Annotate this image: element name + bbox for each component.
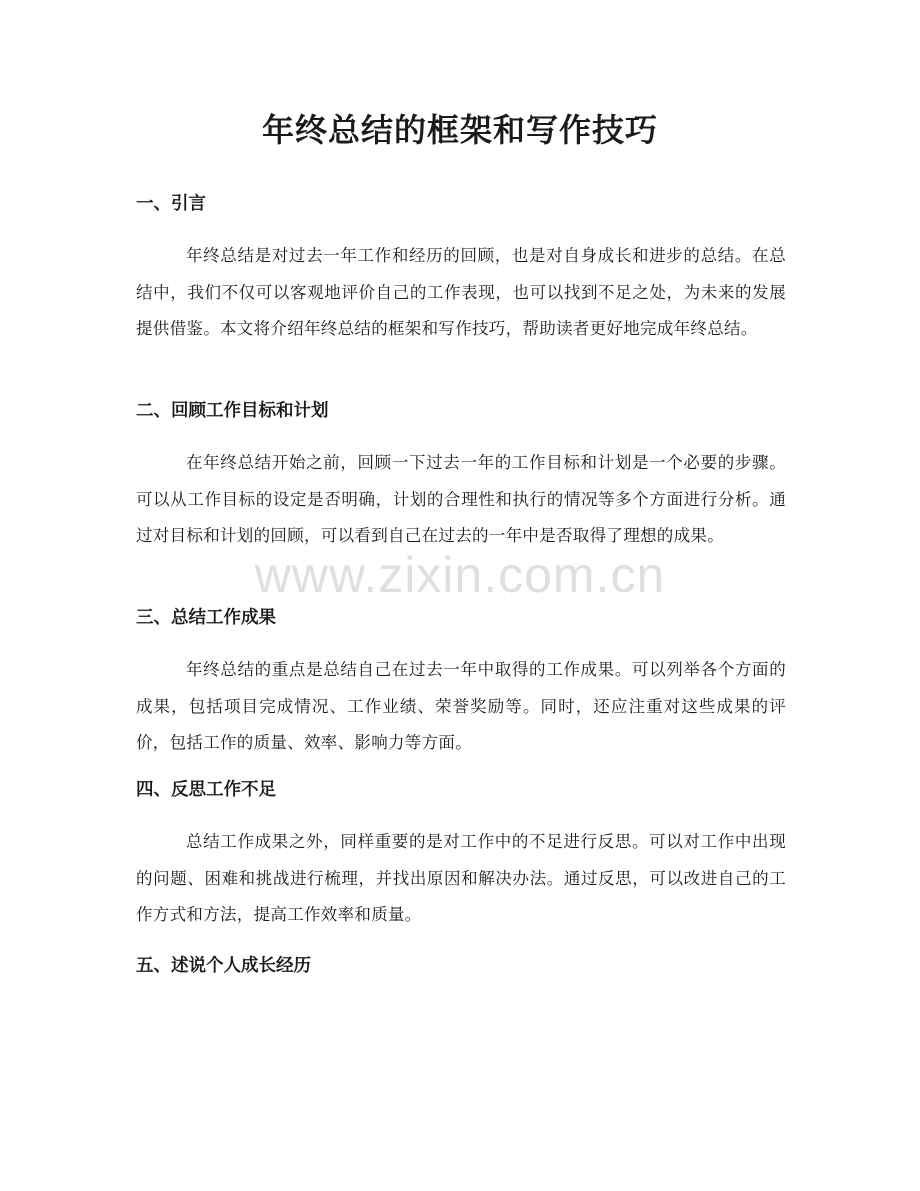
watermark: www.zixin.com.cn (254, 547, 666, 603)
section-paragraph: 年终总结是对过去一年工作和经历的回顾，也是对自身成长和进步的总结。在总结中，我们不仅可以客观地评价自己的工作表现，也可以找到不足之处，为未来的发展提供借鉴。本文将介绍年终总结的框架和写作技巧，帮助读者更好地完成年终总结。 (136, 246, 786, 338)
section-paragraph: 总结工作成果之外，同样重要的是对工作中的不足进行反思。可以对工作中出现的问题、困难和挑战进行梳理，并找出原因和解决办法。通过反思，可以改进自己的工作方式和方法，提高工作效率和质量。 (136, 832, 786, 924)
section-heading: 三、总结工作成果 (136, 608, 276, 628)
section-personal-growth (136, 952, 786, 980)
section-summarize-results (136, 604, 786, 762)
section-paragraph: 年终总结的重点是总结自己在过去一年中取得的工作成果。可以列举各个方面的成果，包括项目完成情况、工作业绩、荣誉奖励等。同时，还应注重对这些成果的评价，包括工作的质量、效率、影响力等方面。 (136, 660, 786, 752)
section-review-goals (136, 397, 786, 555)
section-heading: 四、反思工作不足 (136, 780, 276, 800)
document-title: 年终总结的框架和写作技巧 (261, 111, 658, 149)
section-paragraph: 在年终总结开始之前，回顾一下过去一年的工作目标和计划是一个必要的步骤。可以从工作目标的设定是否明确，计划的合理性和执行的情况等多个方面进行分析。通过对目标和计划的回顾，可以看到自己在过去的一年中是否取得了理想的成果。 (136, 453, 786, 545)
section-heading: 五、述说个人成长经历 (136, 956, 311, 976)
section-heading: 一、引言 (136, 194, 206, 214)
section-heading: 二、回顾工作目标和计划 (136, 401, 329, 421)
section-introduction (136, 190, 786, 348)
section-reflect-shortcomings (136, 776, 786, 934)
